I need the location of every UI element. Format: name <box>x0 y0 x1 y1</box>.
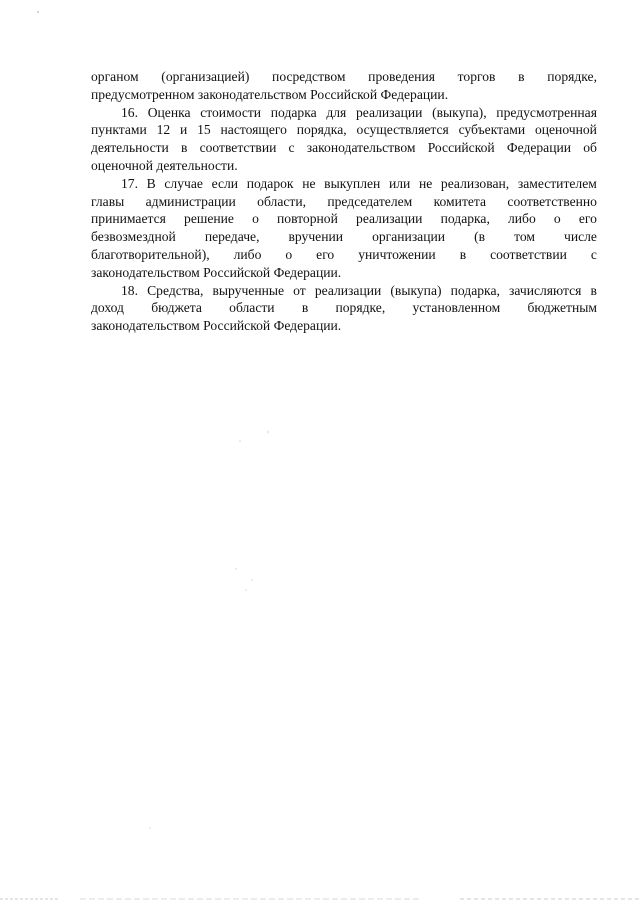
text-line <box>91 175 597 193</box>
document-body <box>91 68 597 335</box>
word: не <box>418 175 433 191</box>
word: вырученные <box>212 282 285 298</box>
text-line <box>91 139 597 157</box>
word: осуществляется <box>356 122 449 138</box>
word: повторной <box>277 211 338 227</box>
word: порядке, <box>547 69 597 84</box>
word: соответственно <box>507 193 597 209</box>
word: для <box>326 104 347 120</box>
word: комитета <box>433 193 487 209</box>
word: с <box>590 246 597 262</box>
text-line <box>91 299 597 317</box>
word: субъектами <box>458 122 526 138</box>
word: Федерации <box>506 140 572 156</box>
word: 16. <box>121 104 138 120</box>
word: числе <box>564 229 597 245</box>
text-line <box>91 104 597 122</box>
word: или <box>388 175 411 191</box>
text-line <box>91 246 597 264</box>
word: зачисляются <box>509 282 582 298</box>
word: о <box>252 211 259 227</box>
word: подарка <box>270 104 317 120</box>
word: уничтожении <box>358 246 436 262</box>
text-line <box>91 264 597 282</box>
word: стоимости <box>200 104 262 120</box>
word: торгов <box>457 69 496 84</box>
word: настоящего <box>220 122 287 138</box>
word: председателем <box>327 193 413 209</box>
word: заместителем <box>517 175 597 191</box>
word: либо <box>508 211 536 227</box>
word: деятельности <box>91 140 169 156</box>
word: безвозмездной <box>91 229 176 245</box>
word: с <box>288 140 295 156</box>
word: порядке, <box>335 300 386 316</box>
word: в <box>180 140 188 156</box>
line-text: законодательством Российской Федерации. <box>91 318 342 334</box>
word: от <box>293 282 306 298</box>
word: в <box>518 69 525 84</box>
word: выкуплен <box>324 175 381 191</box>
word: порядка, <box>296 122 347 138</box>
word: бюджета <box>151 300 202 316</box>
word: его <box>578 211 597 227</box>
word: Российской <box>427 140 495 156</box>
word: В <box>146 175 156 191</box>
word: в <box>459 246 467 262</box>
word: о <box>553 211 561 227</box>
word: подарка, <box>450 282 500 298</box>
word: оценочной <box>534 122 597 138</box>
line-text: законодательством Российской Федерации. <box>91 264 342 280</box>
word: случае <box>164 175 203 191</box>
word: области <box>229 300 275 316</box>
word: передаче, <box>204 229 260 245</box>
word: пунктами <box>91 122 147 138</box>
word: в <box>301 300 309 316</box>
word: установленном <box>412 300 501 316</box>
word: соответствии <box>199 140 277 156</box>
word: том <box>514 229 535 245</box>
word: принимается <box>91 211 166 227</box>
text-line <box>91 121 597 139</box>
text-line <box>91 317 597 335</box>
word: 17. <box>121 175 138 191</box>
word: администрации <box>145 193 236 209</box>
text-line <box>91 86 597 104</box>
word: о <box>285 246 293 262</box>
word: реализован, <box>440 175 510 191</box>
word: либо <box>233 246 262 262</box>
word: организации <box>372 229 446 245</box>
word: проведения <box>368 69 435 84</box>
word: Средства, <box>147 282 204 298</box>
word: предусмотренная <box>496 104 597 120</box>
word: области, <box>257 193 306 209</box>
word: законодательством <box>306 140 416 156</box>
word: соответствии <box>490 246 567 262</box>
word: реализации <box>314 282 382 298</box>
word: 15 <box>197 122 211 138</box>
word: бюджетным <box>527 300 597 316</box>
word: и <box>180 122 188 138</box>
word: об <box>583 140 597 156</box>
text-line <box>91 193 597 211</box>
word: вручении <box>288 229 344 245</box>
word: (выкупа), <box>432 104 487 120</box>
word: подарка, <box>440 211 490 227</box>
word: реализации <box>355 104 423 120</box>
scan-bottom-edge <box>0 896 640 902</box>
word: благотворительной), <box>91 246 210 262</box>
word: если <box>211 175 239 191</box>
line-text: оценочной деятельности. <box>91 157 238 173</box>
line-text: предусмотренном законодательством Российской Федерации. <box>91 86 449 102</box>
text-line <box>91 157 597 175</box>
word: главы <box>91 193 125 209</box>
word: 12 <box>156 122 171 138</box>
word: решение <box>184 211 234 227</box>
word: (в <box>474 229 486 245</box>
text-line <box>91 210 597 228</box>
word: Оценка <box>147 104 191 120</box>
word: (организацией) <box>161 69 250 84</box>
word: не <box>302 175 316 191</box>
word: 18. <box>121 282 138 298</box>
word: в <box>590 282 597 298</box>
text-line <box>91 228 597 246</box>
word: подарок <box>246 175 294 191</box>
word: реализации <box>356 211 423 227</box>
text-line <box>91 68 597 86</box>
word: (выкупа) <box>390 282 442 298</box>
text-line <box>91 282 597 300</box>
word: его <box>316 246 335 262</box>
word: посредством <box>272 69 346 84</box>
word: доход <box>91 300 124 316</box>
word: органом <box>91 69 139 84</box>
